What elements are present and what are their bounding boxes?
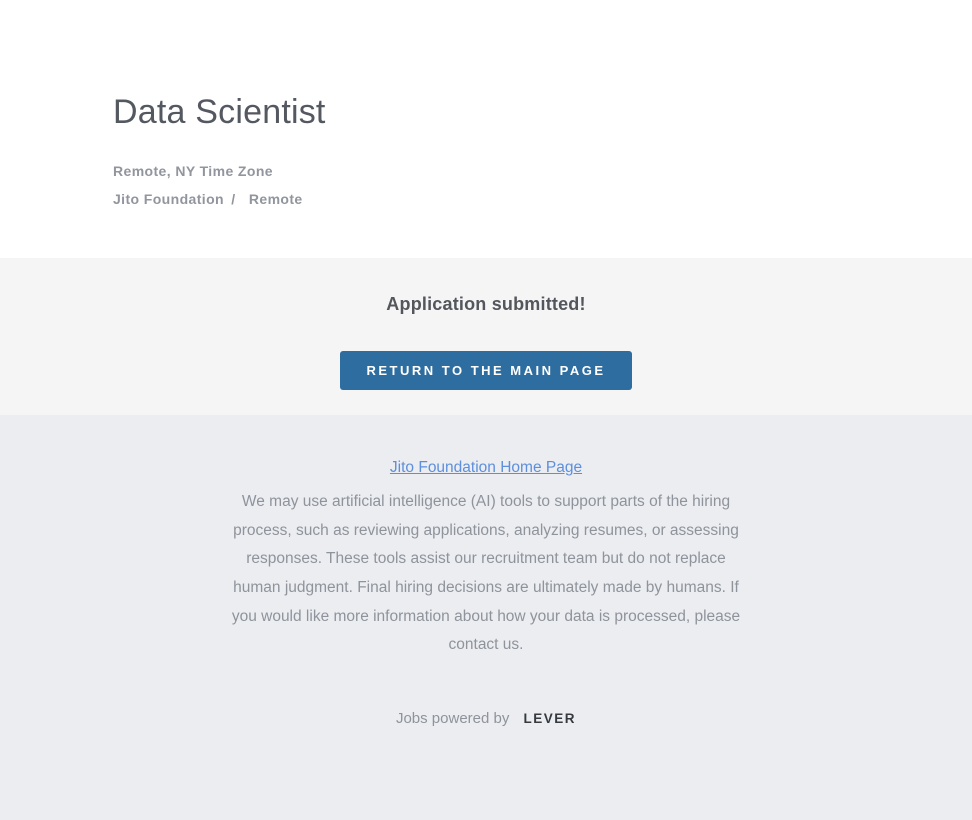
confirmation-section xyxy=(0,258,972,415)
posting-footer xyxy=(0,415,972,820)
lever-logo[interactable]: LEVER xyxy=(523,711,577,727)
posting-header xyxy=(0,0,972,258)
return-to-main-page-button[interactable]: RETURN TO THE MAIN PAGE xyxy=(340,351,631,390)
job-meta xyxy=(113,191,859,207)
powered-by xyxy=(0,710,972,727)
ai-disclaimer-text: We may use artificial intelligence (AI) tools to support parts of the hiring process, such as reviewing applications, analyzing resumes, or assessing responses. These tools assist our recruitment team but do not replace human judgment. Final hiring decisions are ultimately made by humans. If you would like more information about how your data is processed, please contact us. xyxy=(231,493,741,654)
job-location: Remote, NY Time Zone xyxy=(113,162,273,179)
meta-separator: / xyxy=(231,190,236,207)
powered-by-text: Jobs powered by xyxy=(395,710,510,728)
workplace-type: Remote xyxy=(248,190,303,207)
company-home-page-link[interactable]: Jito Foundation Home Page xyxy=(389,459,583,476)
company-name: Jito Foundation xyxy=(113,190,224,207)
application-submitted-message: Application submitted! xyxy=(386,294,586,314)
page-title: Data Scientist xyxy=(113,93,326,131)
